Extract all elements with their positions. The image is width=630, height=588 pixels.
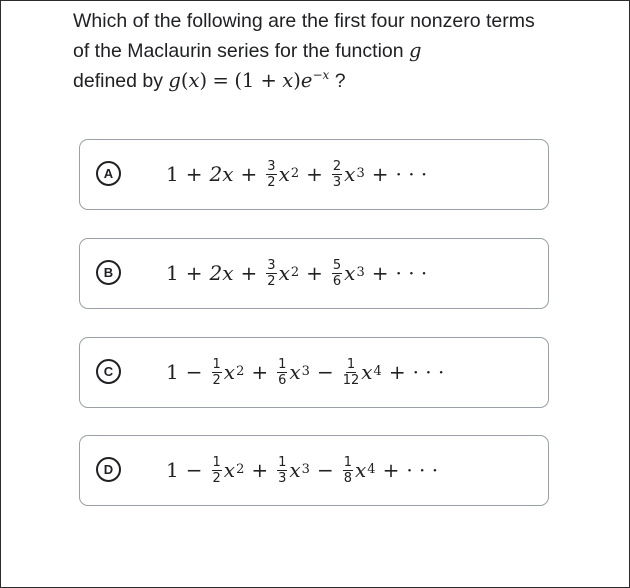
fraction (332, 259, 342, 288)
term-constant: 1 (166, 261, 179, 285)
variable: x (361, 360, 373, 384)
rhs-x: x (282, 69, 294, 92)
paren-close: ) (199, 69, 208, 92)
denominator: 6 (278, 372, 287, 388)
operator: − (316, 360, 334, 384)
numerator: 1 (346, 356, 356, 372)
operator: + (306, 261, 323, 285)
denominator: 6 (332, 273, 342, 289)
term-linear: 2x (209, 261, 234, 285)
term-constant: 1 (166, 162, 179, 186)
ellipsis: · · · (406, 458, 439, 482)
variable: x (278, 162, 290, 186)
question-mark: ? (334, 70, 346, 92)
numerator: 2 (332, 158, 342, 174)
term-linear: 2x (209, 162, 234, 186)
operator: + (251, 458, 269, 482)
variable: x (355, 458, 367, 482)
choice-b-expression: 1 + 2x + $\frac{3}{2}$ x 2 + $\frac{5}{6}$ x 3 + · · · (166, 257, 428, 289)
numerator: 3 (267, 257, 276, 273)
ellipsis: · · · (412, 360, 445, 384)
choice-c-expression: 1 − $\frac{1}{2}$ x 2 + $\frac{1}{6}$ x 3 − $\frac{1}{12}$ x 4 + · · · (166, 356, 445, 388)
equals-sign: = (212, 69, 229, 92)
denominator: 3 (278, 470, 287, 486)
operator: + (306, 162, 323, 186)
choice-b-letter-badge: B (96, 260, 121, 285)
numerator: 1 (212, 356, 221, 372)
choice-a-expression: 1 + 2x + $\frac{3}{2}$ x 2 + $\frac{2}{3}$ x 3 + · · · (166, 158, 428, 190)
operator: − (316, 458, 334, 482)
choice-a-letter-badge: A (96, 161, 121, 186)
numerator: 1 (278, 454, 287, 470)
choice-b[interactable] (79, 238, 549, 309)
denominator: 12 (342, 372, 360, 388)
function-argument: x (188, 69, 200, 92)
operator: + (382, 458, 400, 482)
operator: + (371, 162, 389, 186)
ellipsis: · · · (395, 162, 428, 186)
function-variable: g (409, 39, 422, 62)
fraction (332, 160, 342, 189)
fraction (277, 358, 287, 387)
fraction (212, 456, 222, 485)
operator: + (185, 261, 203, 285)
operator: + (240, 261, 258, 285)
question-text (73, 7, 543, 96)
fraction (266, 259, 276, 288)
variable: x (289, 458, 301, 482)
ellipsis: · · · (395, 261, 428, 285)
numerator: 1 (278, 356, 287, 372)
fraction (212, 358, 222, 387)
function-name: g (168, 69, 181, 92)
numerator: 1 (343, 454, 352, 470)
question-text-part-1: Which of the following are the first four nonzero terms of the Maclaurin series for the function (73, 10, 535, 62)
operator: − (185, 360, 203, 384)
variable: x (278, 261, 290, 285)
choice-d-expression: 1 − $\frac{1}{2}$ x 2 + $\frac{1}{3}$ x 3 − $\frac{1}{8}$ x 4 + · · · (166, 454, 439, 486)
rhs-exponent: −x (312, 68, 330, 82)
variable: x (223, 458, 236, 482)
numerator: 5 (332, 257, 342, 273)
operator: + (388, 360, 406, 384)
operator: + (240, 162, 258, 186)
variable: x (223, 360, 236, 384)
denominator: 8 (343, 470, 352, 486)
denominator: 2 (212, 372, 221, 388)
variable: x (289, 360, 301, 384)
operator: + (185, 162, 203, 186)
choice-a[interactable] (79, 139, 549, 210)
denominator: 2 (212, 470, 221, 486)
operator: − (185, 458, 203, 482)
choice-c-letter-badge: C (96, 359, 121, 384)
rhs-paren-close: ) (293, 69, 301, 92)
choice-d-letter-badge: D (96, 457, 121, 482)
fraction (343, 358, 360, 387)
operator: + (251, 360, 269, 384)
numerator: 1 (212, 454, 221, 470)
variable: x (344, 162, 356, 186)
denominator: 3 (332, 174, 342, 190)
numerator: 3 (267, 158, 276, 174)
fraction (277, 456, 287, 485)
question-text-part-2: defined by (73, 70, 163, 92)
choice-d[interactable] (79, 435, 549, 506)
operator: + (371, 261, 389, 285)
choice-c[interactable] (79, 337, 549, 408)
paren-open: ( (180, 69, 189, 92)
fraction (343, 456, 353, 485)
variable: x (344, 261, 356, 285)
rhs-e: e (300, 69, 313, 92)
denominator: 2 (267, 174, 276, 190)
denominator: 2 (267, 273, 276, 289)
fraction (266, 160, 276, 189)
term-constant: 1 (166, 458, 179, 482)
rhs-paren-open: (1 + (234, 69, 277, 92)
term-constant: 1 (166, 360, 179, 384)
